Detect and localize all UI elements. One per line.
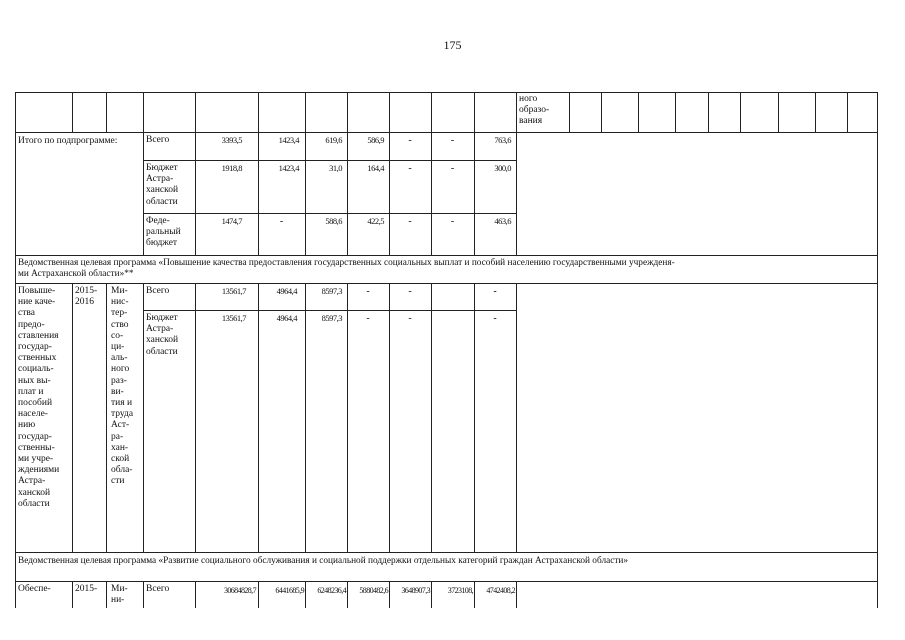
- subtotal-value: 586,9: [367, 135, 384, 145]
- program-value: 8597,3: [321, 313, 342, 323]
- rule: [15, 552, 878, 553]
- program-value: 4964,4: [276, 313, 297, 323]
- program-value: 13561,7: [221, 313, 246, 323]
- program-value: 5880482,6: [359, 586, 388, 595]
- subtotal-source: Всего: [146, 135, 170, 145]
- rule: [389, 92, 390, 132]
- program-period: 2015- 2016: [75, 286, 98, 308]
- subtotal-value: 1423,4: [278, 163, 299, 173]
- rule: [195, 132, 196, 255]
- rule: [305, 92, 306, 132]
- program-name: Обеспе-: [18, 584, 51, 594]
- rule: [15, 255, 16, 283]
- subtotal-value: -: [450, 135, 455, 146]
- rule: [740, 92, 741, 132]
- rule: [638, 92, 639, 132]
- subtotal-value: 763,6: [494, 135, 511, 145]
- subtotal-value: -: [408, 163, 412, 174]
- program-name: Повыше- ние каче- ства предо- ставления государ- ственных социаль- ных вы- плат и пособий населе- нию государ- ственны- ми учре- ждениями Астра- ханской области: [18, 286, 60, 509]
- rule: [15, 92, 16, 132]
- rule: [15, 581, 16, 608]
- rule: [516, 581, 517, 608]
- rule: [516, 132, 517, 255]
- program-source: Всего: [146, 286, 170, 296]
- rule: [675, 92, 676, 132]
- subtotal-value: 300,0: [494, 163, 511, 173]
- subtotal-value: 3393,5: [221, 135, 242, 145]
- subtotal-value: -: [450, 216, 455, 227]
- rule: [847, 92, 848, 132]
- program-value: -: [408, 313, 412, 324]
- rule: [877, 283, 878, 552]
- program-value: 30684828,7: [223, 586, 256, 595]
- rule: [516, 283, 517, 552]
- top-fragment-text: ного образо- вания: [519, 94, 550, 127]
- program-value: 3723108,: [447, 586, 473, 595]
- rule: [15, 581, 878, 582]
- program-executor: Ми- нис- тер- ство со- ци- аль- ного раз- ви- тия и труда Аст- ра- хан- ской обла- сти: [111, 286, 134, 487]
- rule: [143, 160, 516, 161]
- program-source: Всего: [146, 584, 170, 594]
- rule: [106, 283, 107, 552]
- rule: [778, 92, 779, 132]
- program-value: -: [493, 286, 497, 297]
- program-value: 6441685,9: [275, 586, 304, 595]
- subtotal-value: 164,4: [367, 163, 384, 173]
- subtotal-value: 588,6: [325, 216, 342, 226]
- rule: [143, 213, 516, 214]
- program-source: Бюджет Астра- ханской области: [146, 313, 179, 357]
- rule: [258, 132, 259, 255]
- program-value: 4964,4: [276, 286, 297, 296]
- program-value: -: [366, 313, 370, 324]
- subtotal-value: 1918,8: [221, 163, 242, 173]
- program-value: 6248236,4: [317, 586, 346, 595]
- rule: [601, 92, 602, 132]
- rule: [72, 283, 73, 552]
- subtotal-value: 1423,4: [278, 135, 299, 145]
- program-period: 2015-: [75, 584, 98, 594]
- page-number: 175: [443, 38, 462, 52]
- rule: [143, 310, 516, 311]
- program-value: -: [366, 286, 370, 297]
- rule: [15, 255, 878, 256]
- subtotal-value: 31,0: [329, 163, 342, 173]
- program-executor: Ми- ни-: [111, 584, 128, 606]
- program-value: -: [408, 286, 412, 297]
- rule: [15, 132, 878, 133]
- rule: [815, 92, 816, 132]
- rule: [877, 552, 878, 581]
- rule: [106, 92, 107, 132]
- rule: [431, 92, 432, 132]
- rule: [474, 132, 475, 255]
- program-value: -: [493, 313, 497, 324]
- section-title: Ведомственная целевая программа «Развитие социального обслуживания и социальной поддержки отдельных категорий граждан Астраханской области»: [18, 556, 629, 566]
- rule: [143, 581, 144, 608]
- rule: [72, 581, 73, 608]
- rule: [389, 132, 390, 255]
- subtotal-value: 422,5: [367, 216, 384, 226]
- rule: [106, 581, 107, 608]
- rule: [569, 92, 570, 132]
- rule: [877, 581, 878, 608]
- subtotal-value: -: [450, 163, 455, 174]
- subtotal-value: -: [279, 216, 284, 227]
- rule: [708, 92, 709, 132]
- program-value: 3648907,3: [401, 586, 430, 595]
- subtotal-value: 619,6: [325, 135, 342, 145]
- rule: [347, 92, 348, 132]
- rule: [431, 132, 432, 255]
- rule: [474, 92, 475, 132]
- rule: [15, 132, 16, 255]
- program-value: 13561,7: [221, 286, 246, 296]
- rule: [143, 283, 144, 552]
- rule: [15, 283, 878, 284]
- rule: [431, 283, 432, 552]
- rule: [195, 92, 196, 132]
- program-value: 8597,3: [321, 286, 342, 296]
- rule: [15, 552, 16, 581]
- rule: [143, 92, 144, 132]
- subtotal-value: 1474,7: [221, 216, 242, 226]
- rule: [15, 92, 878, 93]
- rule: [516, 92, 517, 132]
- rule: [347, 132, 348, 255]
- rule: [877, 255, 878, 283]
- rule: [877, 92, 878, 132]
- rule: [72, 92, 73, 132]
- rule: [15, 283, 16, 552]
- subtotal-value: 463,6: [494, 216, 511, 226]
- rule: [305, 132, 306, 255]
- subtotal-source: Феде- ральный бюджет: [146, 216, 181, 249]
- subtotal-value: -: [408, 135, 412, 146]
- rule: [877, 132, 878, 255]
- subtotal-source: Бюджет Астра- ханской области: [146, 163, 179, 207]
- program-value: 4742408,2: [486, 586, 515, 595]
- subtotal-value: -: [408, 216, 412, 227]
- rule: [258, 92, 259, 132]
- section-title: Ведомственная целевая программа «Повышение качества предоставления государственных социальных выплат и пособий населению государственными учрежденя- ми Астраханской области»**: [18, 258, 675, 280]
- subtotal-label: Итого по подпрограмме:: [18, 136, 118, 146]
- rule: [143, 132, 144, 255]
